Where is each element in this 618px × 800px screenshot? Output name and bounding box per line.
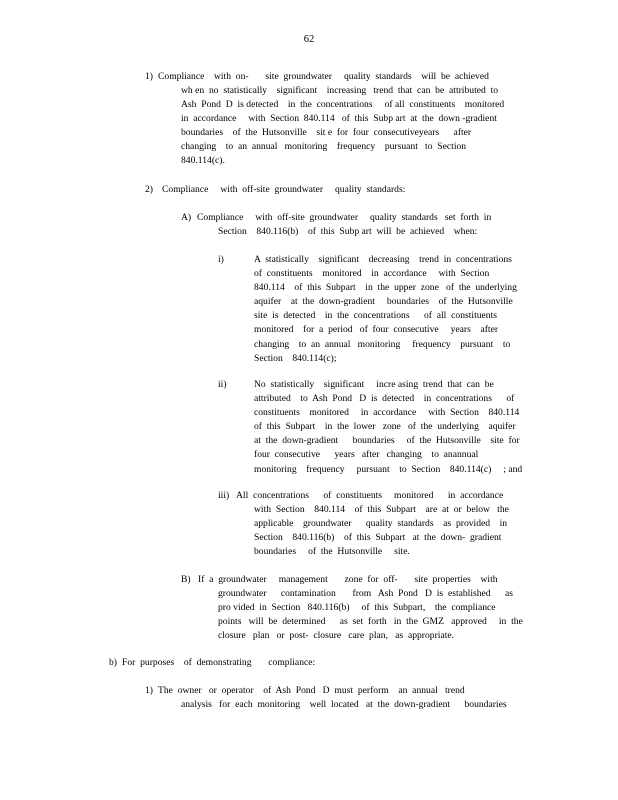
item-i-line-5: monitored for a period of four consecutive years after (254, 324, 499, 336)
item-ii-line-6: monitoring frequency pursuant to Section 840.114(c) ; and (254, 463, 523, 475)
item-B-body (218, 587, 523, 643)
item-A-line-1: Section 840.116(b) of this Subp art will be achieved when: (218, 226, 478, 237)
item-ii-body (254, 378, 522, 477)
item-a1-line-6: 840.114(c). (181, 155, 225, 167)
item-b1-line-0: The owner or operator of Ash Pond D must perform an annual trend (158, 685, 465, 696)
item-iii-line-3: boundaries of the Hutsonville site. (254, 546, 410, 558)
item-A-label: A) (181, 212, 192, 223)
item-iii-line-0: with Section 840.114 of this Subpart are at or below the (254, 504, 509, 515)
item-a1-line-1: wh en no statistically significant increasing trend that can be attributed to (181, 85, 499, 96)
item-i-line-3: aquifer at the down-gradient boundaries of the Hutsonville (254, 296, 513, 308)
item-b-label: b) (109, 657, 117, 668)
item-iii-body (254, 503, 509, 559)
item-a2-label: 2) (145, 184, 153, 195)
item-a1-line-5: changing to an annual monitoring frequency pursuant to Section (181, 141, 467, 153)
item-a2-text: Compliance with off-site groundwater quality standards: (162, 184, 406, 195)
item-ii-line-4: at the down-gradient boundaries of the Hutsonville site for (254, 435, 520, 447)
item-a1-line-4: boundaries of the Hutsonville sit e for four consecutiveyears after (181, 127, 472, 139)
item-i-line-6: changing to an annual monitoring frequency pursuant to (254, 338, 511, 350)
item-i-label: i) (218, 254, 224, 265)
item-iii-first: All concentrations of constituents monitored in accordance (236, 490, 504, 501)
item-b1-line-1: analysis for each monitoring well located at the down-gradient boundaries (181, 699, 507, 710)
item-b1-label: 1) (145, 685, 153, 696)
item-a1-line-3: in accordance with Section 840.114 of this Subp art at the down -gradient (181, 113, 497, 125)
item-iii-line-1: applicable groundwater quality standards as provided in (254, 518, 508, 530)
item-i-line-0: A statistically significant decreasing trend in concentrations (254, 254, 512, 265)
item-iii-line-2: Section 840.116(b) of this Subpart at the down- gradient (254, 532, 502, 544)
item-ii-label: ii) (218, 379, 227, 390)
item-ii-line-5: four consecutive years after changing to anannual (254, 449, 479, 461)
item-ii-line-1: attributed to Ash Pond D is detected in concentrations of (254, 393, 515, 405)
item-B-line-2: pro vided in Section 840.116(b) of this Subpart, the compliance (218, 602, 496, 614)
page-number: 62 (303, 34, 315, 45)
item-b-text: For purposes of demonstrating compliance: (122, 657, 316, 668)
item-i-body (254, 253, 517, 366)
item-i-line-1: of constituents monitored in accordance with Section (254, 268, 490, 280)
item-ii-line-3: of this Subpart in the lower zone of the underlying aquifer (254, 421, 516, 433)
item-i-line-2: 840.114 of this Subpart in the upper zone of the underlying (254, 282, 517, 294)
item-i-line-4: site is detected in the concentrations of all constituents (254, 310, 497, 322)
item-B-line-3: points will be determined as set forth in the GMZ approved in the (218, 616, 523, 628)
item-a1-body (181, 84, 504, 169)
item-B-line-0: If a groundwater management zone for off- site properties with (198, 574, 498, 585)
item-iii-label: iii) (218, 490, 230, 501)
item-a1-label: 1) (145, 71, 153, 82)
item-B-line-1: groundwater contamination from Ash Pond D is established as (218, 588, 513, 599)
item-A-line-0: Compliance with off-site groundwater quality standards set forth in (197, 212, 492, 223)
item-i-line-7: Section 840.114(c); (254, 352, 337, 364)
item-ii-line-2: constituents monitored in accordance with Section 840.114 (254, 407, 520, 419)
item-a1-line-0: Compliance with on- site groundwater quality standards will be achieved (158, 71, 489, 82)
item-a1-line-2: Ash Pond D is detected in the concentrations of all constituents monitored (181, 99, 505, 111)
item-ii-line-0: No statistically significant incre asing trend that can be (254, 379, 494, 390)
item-B-line-4: closure plan or post- closure care plan, as appropriate. (218, 630, 455, 642)
item-B-label: B) (181, 574, 191, 585)
